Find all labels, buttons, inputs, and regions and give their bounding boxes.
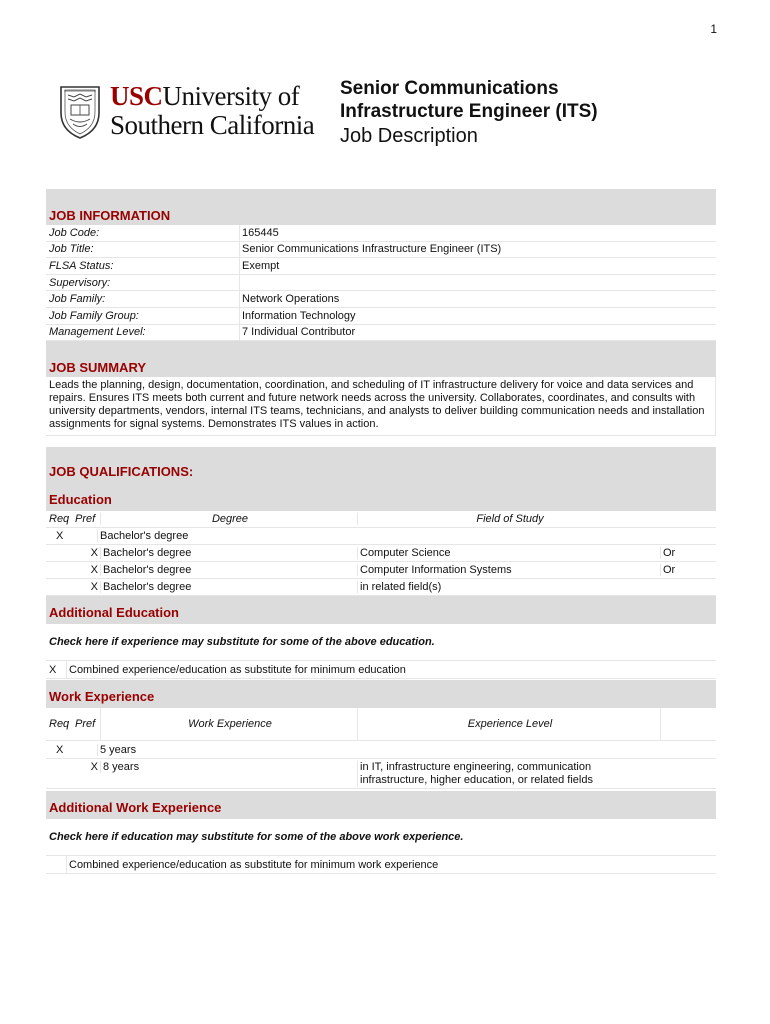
field-value: Information Technology [239,308,716,324]
pref-mark: X [90,761,98,773]
field-cell: in related field(s) [357,581,660,593]
table-row [46,562,716,579]
job-qualifications-section [46,447,716,483]
table-row [46,741,716,759]
field-cell: Computer Science [357,547,660,559]
usc-logo [58,83,328,141]
work-experience-table [46,708,716,789]
substitute-row [46,661,716,679]
additional-work-experience-section [46,791,716,874]
experience-level-cell: in IT, infrastructure engineering, communication infrastructure, higher education, or related fields [357,761,660,787]
additional-education-heading: Additional Education [49,605,179,620]
job-summary-heading: JOB SUMMARY [49,360,147,375]
field-value: Exempt [239,258,716,274]
field-value: Senior Communications Infrastructure Engineer (ITS) [239,242,716,258]
table-row [46,528,716,545]
additional-education-section [46,596,716,679]
table-header-row [46,708,716,741]
table-row [46,759,716,789]
field-label: Management Level: [49,326,146,339]
experience-level-column-header: Experience Level [357,708,660,740]
degree-cell: Bachelor's degree [100,564,357,576]
extra-cell: Or [660,564,716,576]
job-title-heading: Senior Communications Infrastructure Engineer (ITS) [340,78,598,122]
job-qualifications-header [46,447,716,483]
job-information-heading: JOB INFORMATION [49,208,171,223]
usc-seal-icon [58,83,102,139]
field-label: Job Family Group: [49,309,139,322]
job-information-section [46,189,716,341]
substitute-row [46,856,716,874]
field-label: Supervisory: [49,276,111,289]
table-row [46,275,716,292]
document-title [340,77,660,148]
degree-cell: Bachelor's degree [100,547,357,559]
job-summary-section [46,341,716,436]
job-qualifications-heading: JOB QUALIFICATIONS: [49,464,194,479]
degree-column-header: Degree [100,513,357,525]
field-value [239,275,716,291]
table-row [46,545,716,562]
work-experience-header [46,680,716,708]
logo-usc-text: USC [110,81,163,111]
job-description-subtitle: Job Description [340,125,478,147]
work-experience-section [46,680,716,789]
table-row [46,579,716,596]
pref-mark: X [90,564,98,576]
job-summary-header [46,341,716,377]
field-label: Job Title: [49,243,94,256]
field-value: 7 Individual Contributor [239,325,716,341]
req-mark: X [56,743,64,756]
logo-southern-california-text: Southern California [110,110,315,140]
req-mark: X [56,530,64,542]
additional-work-experience-check-text: Check here if education may substitute for some of the above work experience. [46,819,716,856]
substitute-text: Combined experience/education as substitute for minimum work experience [66,856,438,873]
job-information-header [46,189,716,225]
field-value: 165445 [239,225,716,241]
degree-cell: Bachelor's degree [100,581,357,593]
additional-education-check-text: Check here if experience may substitute for some of the above education. [46,624,716,661]
substitute-checkbox-mark: X [49,663,57,676]
substitute-text: Combined experience/education as substitute for minimum education [66,661,406,678]
work-experience-heading: Work Experience [49,689,155,704]
job-information-table [46,225,716,341]
field-value: Network Operations [239,291,716,307]
extra-cell: Or [660,547,716,559]
pref-mark: X [90,581,98,593]
field-cell: Computer Information Systems [357,564,660,576]
work-experience-column-header: Work Experience [100,708,357,740]
education-header [46,483,716,511]
field-label: Job Family: [49,293,106,306]
job-summary-text: Leads the planning, design, documentation, coordination, and scheduling of IT infrastructure delivery for voice and data services and repairs. Ensures ITS meets both current and future network needs across the university. Collaborates, coordinates, and consults with university departments, vendors, internal ITS teams, technicians, and analysts to deliver building communication needs and installation assignments for signal systems. Demonstrates ITS values in action. [46,377,716,436]
logo-university-text: University of [162,81,300,111]
field-label: Job Code: [49,226,100,239]
table-row [46,258,716,275]
education-section [46,483,716,596]
field-label: FLSA Status: [49,259,114,272]
experience-cell: 8 years [100,761,357,773]
experience-cell: 5 years [97,744,354,756]
table-header-row [46,511,716,528]
page-number: 1 [710,22,717,36]
table-row [46,225,716,242]
table-row [46,242,716,259]
req-column-header: Req [49,718,70,730]
table-row [46,325,716,342]
degree-cell: Bachelor's degree [97,530,354,542]
pref-mark: X [90,547,98,559]
pref-column-header: Pref [75,718,96,730]
education-heading: Education [49,492,112,507]
additional-work-experience-header [46,791,716,819]
education-table [46,511,716,596]
table-row [46,291,716,308]
req-column-header: Req [49,513,70,525]
extra-column-header [660,708,716,740]
additional-education-header [46,596,716,624]
pref-column-header: Pref [75,513,96,525]
additional-work-experience-heading: Additional Work Experience [49,800,222,815]
field-of-study-column-header: Field of Study [357,513,660,525]
table-row [46,308,716,325]
